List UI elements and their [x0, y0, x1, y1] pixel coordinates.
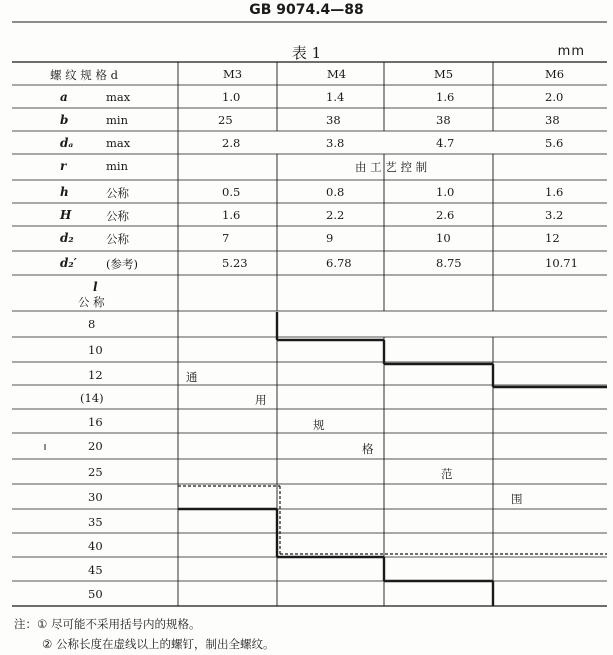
row-value: 12: [545, 231, 560, 245]
row-symbol: h: [60, 185, 69, 199]
row-qualifier: max: [106, 136, 131, 150]
row-value: 5.6: [545, 136, 564, 150]
row-value: 38: [436, 113, 451, 127]
range-label: 围: [511, 492, 523, 506]
table-title: 表 1: [291, 44, 322, 62]
row-qualifier: (参考): [106, 257, 138, 271]
row-qualifier: 公称: [106, 209, 129, 223]
row-value: 2.2: [326, 208, 345, 222]
row-span-value: 由 工 艺 控 制: [355, 160, 428, 174]
row-value: 6.78: [326, 256, 352, 270]
row-value: 2.0: [545, 90, 564, 104]
row-value: 9: [326, 231, 334, 245]
row-value: 1.6: [436, 90, 455, 104]
length-value: 30: [88, 490, 103, 504]
row-value: 25: [218, 113, 233, 127]
length-value: 20: [88, 439, 103, 453]
size-header: M6: [545, 67, 565, 81]
length-value: 35: [88, 515, 103, 529]
row-value: 0.8: [326, 185, 345, 199]
row-value: 38: [545, 113, 560, 127]
row-value: 1.0: [222, 90, 241, 104]
row-qualifier: 公称: [106, 186, 129, 200]
row-value: 10.71: [545, 256, 578, 270]
length-value: 50: [88, 587, 103, 601]
row-symbol: a: [60, 90, 68, 104]
standard-number: GB 9074.4—88: [249, 2, 364, 18]
row-symbol: r: [60, 159, 67, 173]
row-value: 0.5: [222, 185, 241, 199]
row-value: 5.23: [222, 256, 248, 270]
length-value: 45: [88, 563, 103, 577]
unit-label: mm: [557, 44, 585, 59]
row-symbol: b: [60, 113, 69, 127]
range-label: 用: [255, 393, 267, 407]
length-value: 10: [88, 343, 103, 357]
range-label: 格: [362, 442, 374, 456]
row-value: 3.2: [545, 208, 564, 222]
row-value: 1.4: [326, 90, 345, 104]
row-value: 1.6: [222, 208, 241, 222]
row-value: 2.6: [436, 208, 455, 222]
row-symbol: dₐ: [60, 136, 74, 150]
length-value: 25: [88, 465, 103, 479]
row-symbol: d₂′: [60, 256, 77, 270]
row-value: 4.7: [436, 136, 455, 150]
length-value: 40: [88, 539, 103, 553]
row-value: 1.0: [436, 185, 455, 199]
length-value: 8: [88, 317, 96, 331]
range-label: 范: [441, 467, 453, 481]
row-symbol: d₂: [60, 231, 74, 245]
row-value: 3.8: [326, 136, 345, 150]
length-symbol: l: [93, 280, 98, 294]
length-value: 12: [88, 368, 103, 382]
row-qualifier: min: [106, 113, 128, 127]
row-value: 10: [436, 231, 451, 245]
row-value: 38: [326, 113, 341, 127]
size-header: M5: [434, 67, 454, 81]
length-value: (14): [80, 391, 104, 405]
note-2: ② 公称长度在虚线以上的螺钉，制出全螺纹。: [42, 637, 275, 651]
range-label: 规: [313, 418, 325, 432]
column-header-label: 螺 纹 规 格 d: [50, 68, 118, 82]
size-header: M4: [327, 67, 347, 81]
length-label: 公 称: [78, 295, 105, 309]
size-header: M3: [223, 67, 243, 81]
row-symbol: H: [60, 208, 72, 222]
row-value: 7: [222, 231, 230, 245]
row-qualifier: 公称: [106, 232, 129, 246]
row-value: 2.8: [222, 136, 241, 150]
row-value: 1.6: [545, 185, 564, 199]
range-label: 通: [186, 370, 198, 384]
note-1: 注：① 尽可能不采用括号内的规格。: [14, 617, 201, 631]
row-qualifier: max: [106, 90, 131, 104]
row-qualifier: min: [106, 159, 128, 173]
row-value: 8.75: [436, 256, 462, 270]
length-value: 16: [88, 415, 103, 429]
